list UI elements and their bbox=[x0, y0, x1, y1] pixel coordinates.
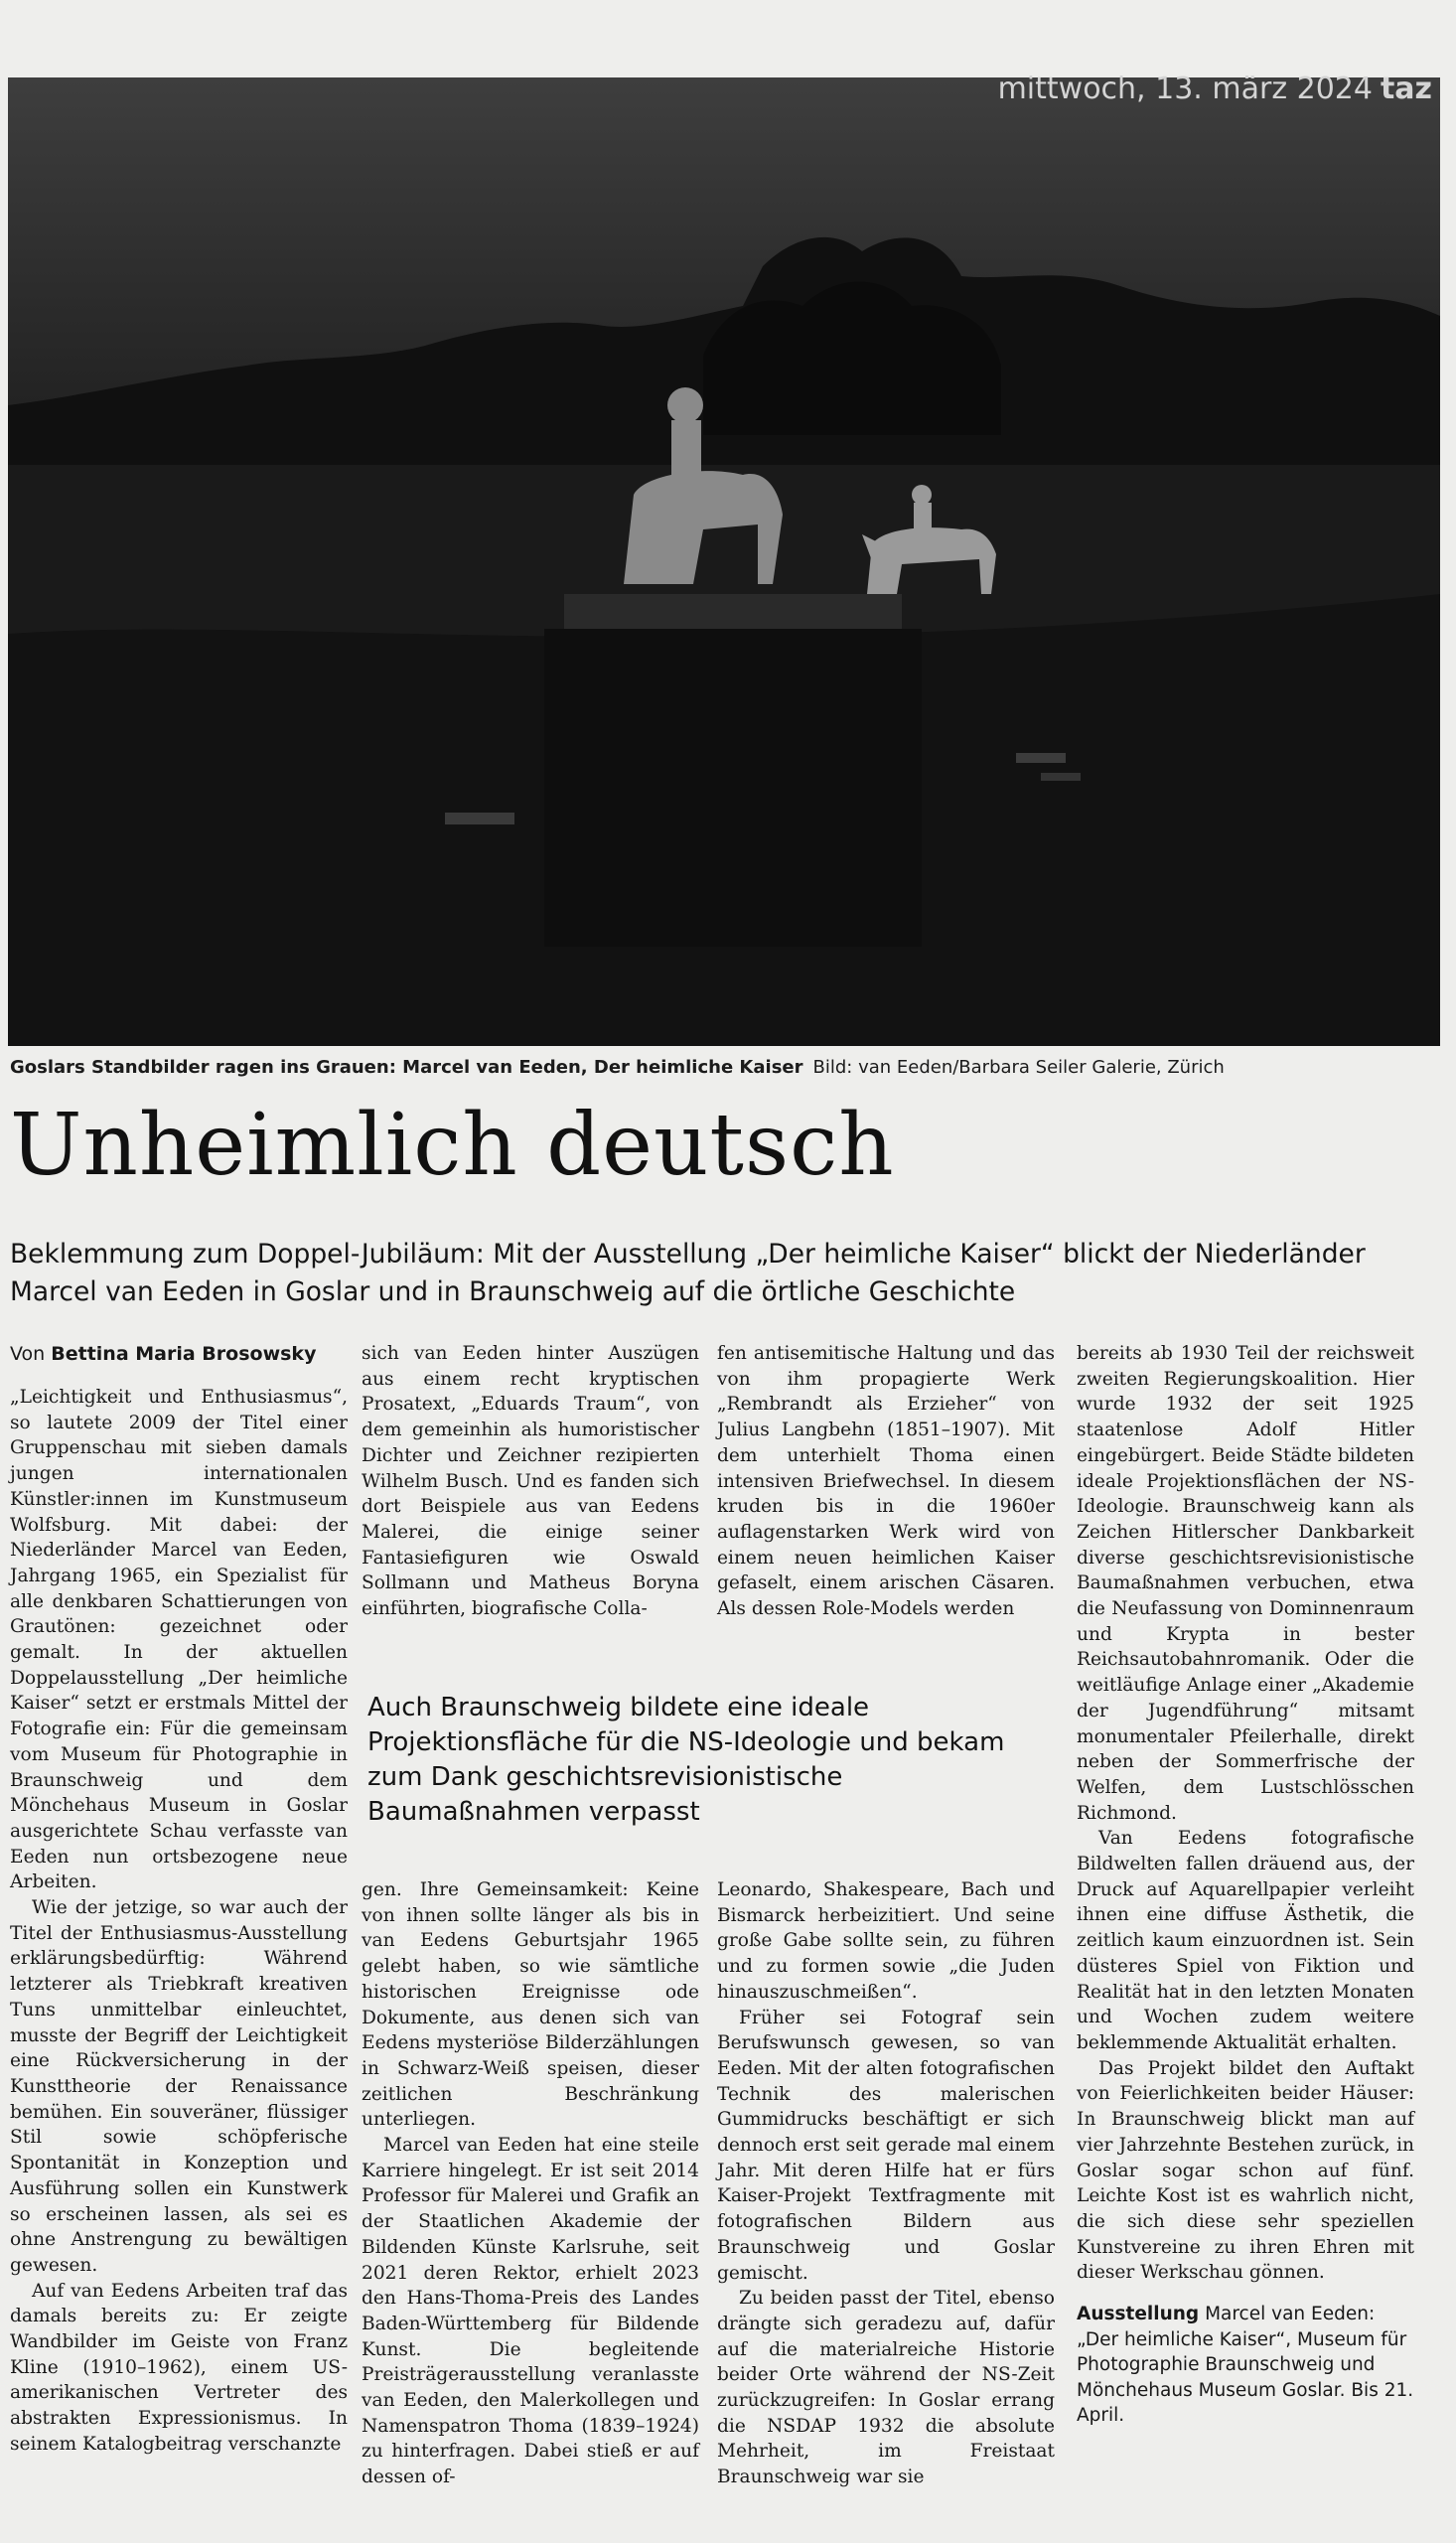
headline: Unheimlich deutsch bbox=[10, 1096, 895, 1195]
exhibition-info bbox=[1077, 2302, 1414, 2429]
paragraph: Leonardo, Shakespeare, Bach und Bismarck herbeizitiert. Und seine große Gabe sollte sein, zu führen und zu formen sowie „die Juden hinauszuschmeißen“. bbox=[717, 1879, 1055, 2003]
byline bbox=[10, 1341, 348, 1367]
byline-prefix: Von bbox=[10, 1343, 46, 1365]
column-3-top bbox=[717, 1341, 1055, 1622]
paragraph: fen antisemitische Haltung und das von ihm propagierte Werk „Rembrandt als Erzieher“ von Julius Langbehn (1851–1907). Mit dem unterhielt Thoma einen intensiven Briefwechsel. In diesem kruden bis in die 1960er auflagenstarken Werk wird von einem neuen heimlichen Kaiser gefaselt, einem arischen Cäsaren. Als dessen Role-Models werden bbox=[717, 1343, 1055, 1620]
paragraph: Marcel van Eeden hat eine steile Karriere hingelegt. Er ist seit 2014 Professor für Malerei und Grafik an der Staatlichen Akademie der Bildenden Künste Karlsruhe, seit 2021 deren Rektor, erhielt 2023 den Hans-Thoma-Preis des Landes Baden-Württemberg für Bildende Kunst. Die begleitende Preisträgerausstellung veranlasste van Eeden, den Malerkollegen und Namenspatron Thoma (1839–1924) zu hinterfragen. Dabei stieß er auf dessen of- bbox=[362, 2135, 699, 2488]
paragraph: Van Eedens fotografische Bildwelten fallen dräuend aus, der Druck auf Aquarellpapier verleiht ihnen eine diffuse Ästhetik, die zeitlich kaum einzuordnen ist. Sein düsteres Spiel von Fiktion und Realität hat in den letzten Monaten und Wochen zudem weitere beklemmende Aktualität erhalten. bbox=[1077, 1828, 1414, 2053]
paragraph: Das Projekt bildet den Auftakt von Feierlichkeiten beider Häuser: In Braunschweig blickt man auf vier Jahrzehnte Bestehen zurück, in Goslar sogar schon auf fünf. Leichte Kost ist es wahrlich nicht, die sich diese sehr speziellen Kunstvereine zu ihren Ehren mit dieser Werkschau gönnen. bbox=[1077, 2057, 1414, 2284]
paragraph: Früher sei Fotograf sein Berufswunsch gewesen, so van Eeden. Mit der alten fotografischen Technik des malerischen Gummidrucks beschäftigt er sich dennoch erst seit gerade mal einem Jahr. Mit deren Hilfe hat er fürs Kaiser-Projekt Textfragmente mit fotografischen Bildern aus Braunschweig und Goslar gemischt. bbox=[717, 2007, 1055, 2284]
photo-caption bbox=[10, 1057, 1440, 1078]
caption-text: Goslars Standbilder ragen ins Grauen: Marcel van Eeden, Der heimliche Kaiser bbox=[10, 1057, 803, 1078]
issue-date: mittwoch, 13. märz 2024 bbox=[997, 72, 1373, 106]
column-1 bbox=[10, 1341, 348, 2458]
photo-credit: Bild: van Eeden/Barbara Seiler Galerie, Zürich bbox=[812, 1057, 1225, 1078]
paragraph: Zu beiden passt der Titel, ebenso drängte sich geradezu auf, dafür auf die materialreiche Historie beider Orte während der NS-Zeit zurückzugreifen: In Goslar errang die NSDAP 1932 die absolute Mehrheit, im Freistaat Braunschweig war sie bbox=[717, 2288, 1055, 2488]
pull-quote: Auch Braunschweig bildete eine ideale Projektionsfläche für die NS-Ideologie und bekam zum Dank geschichtsrevisionistische Baumaßnahmen verpasst bbox=[367, 1693, 1005, 1827]
paragraph: sich van Eeden hinter Auszügen aus einem recht kryptischen Prosatext, „Eduards Traum“, von dem gemeinhin als humoristischer Dichter und Zeichner rezipierten Wilhelm Busch. Und es fanden sich dort Beispiele aus van Eedens Malerei, die einige seiner Fantasiefiguren wie Oswald Sollmann und Matheus Boryna einführten, biografische Colla- bbox=[362, 1343, 699, 1620]
subheadline: Beklemmung zum Doppel-Jubiläum: Mit der Ausstellung „Der heimliche Kaiser“ blickt der Niederländer Marcel van Eeden in Goslar und in Braunschweig auf die örtliche Geschichte bbox=[10, 1239, 1366, 1307]
column-2-top bbox=[362, 1341, 699, 1622]
author-name: Bettina Maria Brosowsky bbox=[51, 1343, 317, 1365]
dateline bbox=[998, 72, 1432, 106]
paper-logo: taz bbox=[1380, 72, 1432, 106]
equestrian-statues-photo bbox=[8, 77, 1440, 1046]
paragraph: Wie der jetzige, so war auch der Titel der Enthusiasmus-Ausstellung erklärungsbedürftig: Während letzterer als Triebkraft kreativen Tuns unmittelbar einleuchtet, musste der Begriff der Leichtigkeit eine Rückversicherung in der Kunsttheorie der Renaissance bemühen. Ein souveräner, flüssiger Stil sowie schöpferische Spontanität in Konzeption und Ausführung sollen ein Kunstwerk so erscheinen lassen, als sei es ohne Anstrengung zu bewältigen gewesen. bbox=[10, 1897, 348, 2276]
info-label: Ausstellung bbox=[1077, 2304, 1200, 2325]
paragraph: bereits ab 1930 Teil der reichsweit zweiten Regierungskoalition. Hier wurde 1932 der seit 1925 staatenlose Adolf Hitler eingebürgert. Beide Städte bildeten ideale Projektionsflächen der NS-Ideologie. Braunschweig kann als Zeichen Hitlerscher Dankbarkeit diverse geschichtsrevisionistische Baumaßnahmen verbuchen, etwa die Neufassung von Dominnenraum und Krypta in bester Reichsautobahnromanik. Oder die weitläufige Anlage einer „Akademie der Jugendführung“ mitsamt monumentaler Pfeilerhalle, direkt neben der Sommerfrische der Welfen, dem Lustschlösschen Richmond. bbox=[1077, 1343, 1414, 1824]
column-4 bbox=[1077, 1341, 1414, 2429]
paragraph: „Leichtigkeit und Enthusiasmus“, so lautete 2009 der Titel einer Gruppenschau mit sieben damals jungen internationalen Künstler:innen im Kunstmuseum Wolfsburg. Mit dabei: der Niederländer Marcel van Eeden, Jahrgang 1965, ein Spezialist für alle denkbaren Schattierungen von Grautönen: gezeichnet oder gemalt. In der aktuellen Doppelausstellung „Der heimliche Kaiser“ setzt er erstmals Mittel der Fotografie ein: Für die gemeinsam vom Museum für Photographie in Braunschweig und dem Mönchehaus Museum in Goslar ausgerichtete Schau verfasste van Eeden nun ortsbezogene neue Arbeiten. bbox=[10, 1387, 348, 1893]
column-3-bottom bbox=[717, 1877, 1055, 2490]
article-photo bbox=[8, 77, 1440, 1046]
paragraph: gen. Ihre Gemeinsamkeit: Keine von ihnen sollte länger als bis in van Eedens Geburtsjahr 1965 gelebt haben, so wie sämtliche historischen Ereignisse ode Dokumente, aus denen sich van Eedens mysteriöse Bilderzählungen in Schwarz-Weiß speisen, dieser zeitlichen Beschränkung unterliegen. bbox=[362, 1879, 699, 2131]
paragraph: Auf van Eedens Arbeiten traf das damals bereits zu: Er zeigte Wandbilder im Geiste von Franz Kline (1910–1962), einem US-amerikanischen Vertreter des abstrakten Expressionismus. In seinem Katalogbeitrag verschanzte bbox=[10, 2280, 348, 2455]
info-text: Marcel van Eeden: „Der heimliche Kaiser“, Museum für Photographie Braunschweig und Mönchehaus Museum Goslar. Bis 21. April. bbox=[1077, 2304, 1414, 2427]
column-2-bottom bbox=[362, 1877, 699, 2490]
